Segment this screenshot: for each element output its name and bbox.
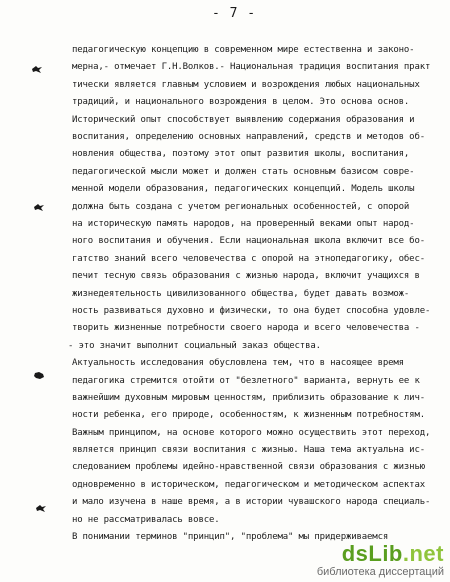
text-line: должна быть создана с учетом региональных особенностей, с опорой <box>72 201 410 212</box>
text-line: традиций, и национального возрождения в целом. Это основа основ. <box>72 97 410 108</box>
text-line: одновременно в историческом, педагогическом и методическом аспектах <box>72 479 425 490</box>
binding-hole-mark-icon <box>34 372 44 379</box>
page-number: - 7 - <box>212 6 257 21</box>
text-line: ного воспитания и обучения. Если национальная школа включит все бо- <box>72 236 425 247</box>
watermark-footer[interactable] <box>317 542 444 578</box>
site-logo[interactable] <box>317 542 444 566</box>
text-line: Важным принципом, на основе которого можно осуществить этот переход, <box>72 427 431 438</box>
text-line: но не рассматривалась вовсе. <box>72 514 220 525</box>
text-line: Исторический опыт способствует выявлению содержания образования и <box>72 114 415 125</box>
text-line: Актуальность исследования обусловлена тем, что в насоящее время <box>72 358 404 369</box>
text-line: гатство знаний всего человечества с опорой на этнопедагогику, обес- <box>72 253 425 264</box>
site-logo-main: dsLib <box>341 541 403 566</box>
binding-hole-mark-icon <box>32 66 42 73</box>
site-logo-suffix: .net <box>402 541 444 566</box>
site-tagline: библиотека диссертаций <box>316 566 444 578</box>
text-line: важнейшим духовным мировым ценностям, приблизить образование к лич- <box>72 392 425 403</box>
text-line: ность развиваться духовно и физически, то она будет способна удовле- <box>72 305 431 316</box>
text-line: является принцип связи воспитания с жизнью. Наша тема актуальна ис- <box>72 445 425 455</box>
binding-hole-mark-icon <box>34 204 44 211</box>
text-line: педагогическую концепцию в современном мире естественна и законо- <box>72 45 415 55</box>
binding-hole-mark-icon <box>36 505 46 512</box>
text-line: педагогической мысли может и должен стать основным базисом совре- <box>72 166 415 177</box>
text-line: мерна,- отмечает Г.Н.Волков.- Национальная традиция воспитания практ <box>72 62 431 73</box>
text-line: жизнедеятельность цивилизованного общества, будет давать возмож- <box>72 288 410 299</box>
text-line: печит тесную связь образования с жизнью народа, включит учащихся в <box>72 271 420 282</box>
text-line: следованием проблемы идейно-нравственной связи образования с жизнью <box>72 462 425 473</box>
text-line: воспитания, определению основных направлений, средств и методов об- <box>72 132 425 142</box>
text-line: - это значит выполнит социальный заказ общества. <box>68 340 321 351</box>
text-line: новления общества, поэтому этот опыт развития школы, воспитания, <box>72 149 410 160</box>
text-line: ности ребенка, его природе, особенностям, к жизненным потребностям. <box>72 410 425 421</box>
text-line: тически является главным условием и возрождения любых национальных <box>72 79 420 90</box>
text-line: В понимании терминов "принцип", "проблема" мы придерживаемся <box>72 532 389 542</box>
text-line: педагогика стремится отойти от "безлетного" варианта, вернуть ее к <box>72 375 420 386</box>
text-line: и мало изучена в наше время, а в истории чувашского народа специаль- <box>72 497 431 508</box>
text-line: на историческую память народов, на проверенный веками опыт народ- <box>72 218 415 229</box>
text-line: менной модели образования, педагогических концепций. Модель школы <box>72 184 415 195</box>
text-line: творить жизненные потребности своего народа и всего человечества - <box>72 323 420 334</box>
